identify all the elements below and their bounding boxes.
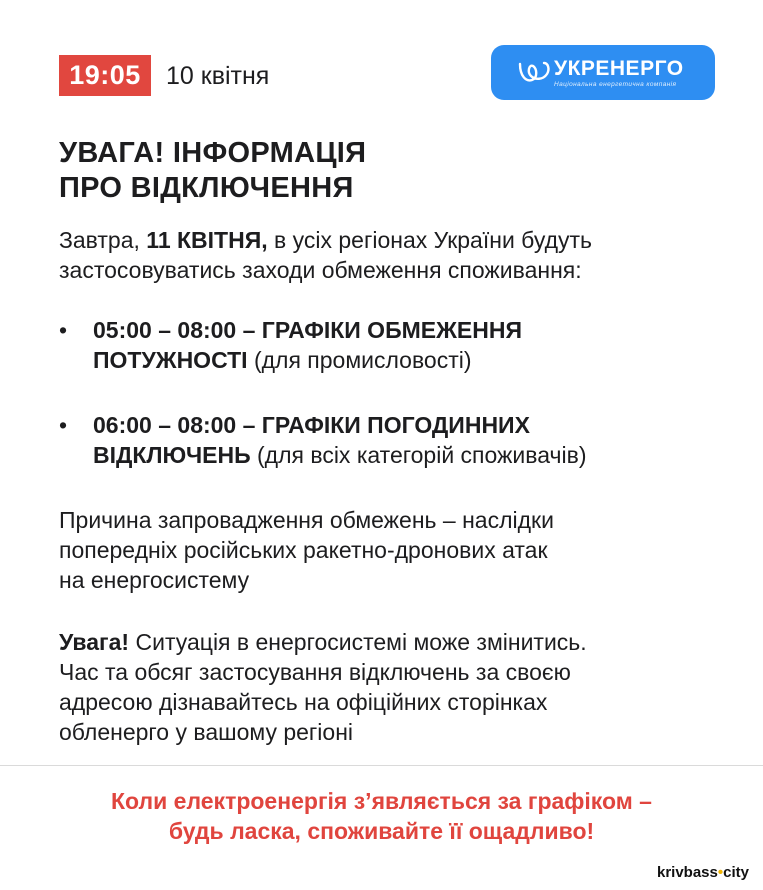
reason-line-1: Причина запровадження обмежень – наслідки <box>59 507 554 533</box>
logo-subtitle: Національна енергетична компанія <box>554 81 677 88</box>
divider <box>0 765 763 766</box>
title-line-1: УВАГА! ІНФОРМАЦІЯ <box>59 137 367 169</box>
bullet-text <box>93 315 713 375</box>
watermark-part-2: city <box>723 864 749 881</box>
footer-message <box>0 786 763 846</box>
page-title <box>59 136 366 206</box>
warning-line-1-rest: Ситуація в енергосистемі може змінитись. <box>129 629 587 655</box>
warning-paragraph <box>59 627 587 747</box>
reason-line-3: на енергосистему <box>59 567 250 593</box>
bullet-marker: • <box>59 317 68 343</box>
intro-paragraph <box>59 225 592 285</box>
reason-line-2: попередніх російських ракетно-дронових атак <box>59 537 548 563</box>
bullet-time-range: 05:00 – 08:00 – <box>93 317 256 343</box>
ukrenergo-logo-icon <box>517 58 551 86</box>
intro-line-2: застосовуватись заходи обмеження споживання: <box>59 257 582 283</box>
bullet-title-line-1: ГРАФІКИ ПОГОДИННИХ <box>261 412 530 438</box>
intro-date: 11 КВІТНЯ, <box>146 227 268 253</box>
bullet-text <box>93 410 713 470</box>
warning-line-2: Час та обсяг застосування відключень за своєю <box>59 659 571 685</box>
watermark-dot: • <box>717 864 724 881</box>
footer-line-1: Коли електроенергія з’являється за графіком – <box>111 788 652 814</box>
watermark <box>651 861 755 884</box>
time-text: 19:05 <box>69 60 141 90</box>
bullet-marker: • <box>59 412 68 438</box>
ukrenergo-logo <box>491 45 715 100</box>
watermark-part-1: krivbass <box>656 864 718 881</box>
bullet-title-line-1: ГРАФІКИ ОБМЕЖЕННЯ <box>261 317 522 343</box>
logo-name: УКРЕНЕРГО <box>554 57 684 80</box>
bullet-note: (для промисловості) <box>253 347 472 373</box>
bullet-note: (для всіх категорій споживачів) <box>257 442 587 468</box>
reason-paragraph <box>59 505 554 595</box>
title-line-2: ПРО ВІДКЛЮЧЕННЯ <box>59 172 354 204</box>
warning-bold: Увага! <box>59 629 130 655</box>
intro-line-1-rest: в усіх регіонах України будуть <box>267 227 593 253</box>
warning-line-4: обленерго у вашому регіоні <box>59 719 354 745</box>
intro-prefix: Завтра, <box>59 227 147 253</box>
date-text: 10 квітня <box>166 62 270 90</box>
bullet-title-line-2: ПОТУЖНОСТІ <box>93 347 248 373</box>
bullet-title-line-2: ВІДКЛЮЧЕНЬ <box>93 442 251 468</box>
bullet-time-range: 06:00 – 08:00 – <box>93 412 256 438</box>
time-badge <box>59 55 151 96</box>
footer-line-2: будь ласка, споживайте її ощадливо! <box>168 818 595 844</box>
warning-line-3: адресою дізнавайтесь на офіційних сторінках <box>59 689 548 715</box>
